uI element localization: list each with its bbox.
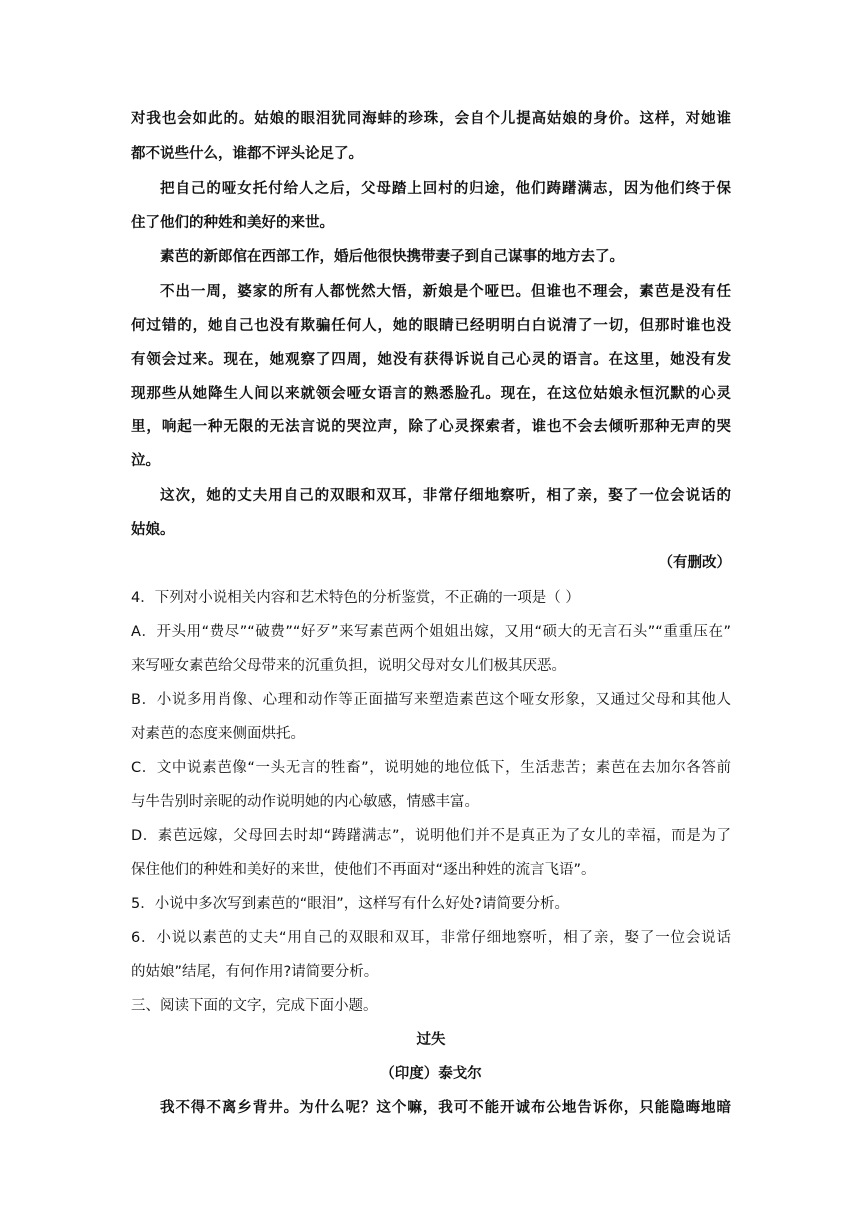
passage-line: 泣。: [131, 452, 160, 469]
passage-line: 住了他们的种姓和美好的来世。: [131, 214, 334, 231]
question-5: 5．小说中多次写到素芭的“眼泪”，这样写有什么好处?请简要分析。: [131, 896, 569, 912]
passage-line: 现那些从她降生人间以来就领会哑女语言的熟悉脸孔。现在，在这位姑娘永恒沉默的心灵: [131, 385, 731, 402]
question-4-option-a: A．开头用“费尽”“破费”“好歹”来写素芭两个姐姐出嫁，又用“硕大的无言石头”“重重压在”: [131, 624, 731, 640]
section-heading: 三、阅读下面的文字，完成下面小题。: [131, 998, 378, 1014]
question-6: 的姑娘”结尾，有何作用?请简要分析。: [131, 964, 379, 980]
question-4-option-a: 来写哑女素芭给父母带来的沉重负担，说明父母对女儿们极其厌恶。: [131, 658, 566, 674]
question-6: 6．小说以素芭的丈夫“用自己的双眼和双耳，非常仔细地察听，相了亲，娶了一位会说话: [131, 930, 731, 946]
passage-line: 不出一周，婆家的所有人都恍然大悟，新娘是个哑巴。但谁也不理会，素芭是没有任: [160, 283, 731, 300]
question-4-stem: 4．下列对小说相关内容和艺术特色的分析鉴赏，不正确的一项是（ ）: [131, 590, 580, 606]
article-author: （印度）泰戈尔: [380, 1065, 482, 1082]
passage-line: 素芭的新郎倌在西部工作，婚后他很快携带妻子到自己谋事的地方去了。: [160, 248, 624, 265]
passage-line: 这次，她的丈夫用自己的双眼和双耳，非常仔细地察听，相了亲，娶了一位会说话的: [160, 487, 731, 504]
article-title: 过失: [416, 1031, 446, 1048]
passage-line: 里，响起一种无限的无法言说的哭泣声，除了心灵探索者，谁也不会去倾听那种无声的哭: [131, 418, 731, 435]
question-4-option-b: 对素芭的态度来侧面烘托。: [131, 726, 305, 742]
question-4-option-d: 保住他们的种姓和美好的来世，使他们不再面对“逐出种姓的流言飞语”。: [131, 862, 596, 878]
question-4-option-b: B．小说多用肖像、心理和动作等正面描写来塑造素芭这个哑女形象，又通过父母和其他人: [131, 692, 731, 708]
question-4-option-d: D．素芭远嫁，父母回去时却“踌躇满志”，说明他们并不是真正为了女儿的幸福，而是为了: [131, 828, 731, 844]
passage-line: 有领会过来。现在，她观察了四周，她没有获得诉说自己心灵的语言。在这里，她没有发: [131, 351, 731, 368]
passage-line: 对我也会如此的。姑娘的眼泪犹同海蚌的珍珠，会自个儿提高姑娘的身价。这样，对她谁: [131, 110, 731, 127]
passage-line: 何过错的，她自己也没有欺骗任何人，她的眼睛已经明明白白说清了一切，但那时谁也没: [131, 317, 731, 334]
passage-line: 姑娘。: [131, 521, 175, 538]
passage-line: 都不说些什么，谁都不评头论足了。: [131, 145, 363, 162]
question-4-option-c: C．文中说素芭像“一头无言的牲畜”，说明她的地位低下，生活悲苦；素芭在去加尔各答前: [131, 760, 731, 776]
question-4-option-c: 与牛告别时亲昵的动作说明她的内心敏感，情感丰富。: [131, 794, 479, 810]
source-note: （有删改）: [658, 554, 731, 571]
article-line: 我不得不离乡背井。为什么呢？这个嘛，我可不能开诚布公地告诉你，只能隐晦地暗: [160, 1099, 731, 1116]
passage-line: 把自己的哑女托付给人之后，父母踏上回村的归途，他们踌躇满志，因为他们终于保: [160, 180, 731, 197]
